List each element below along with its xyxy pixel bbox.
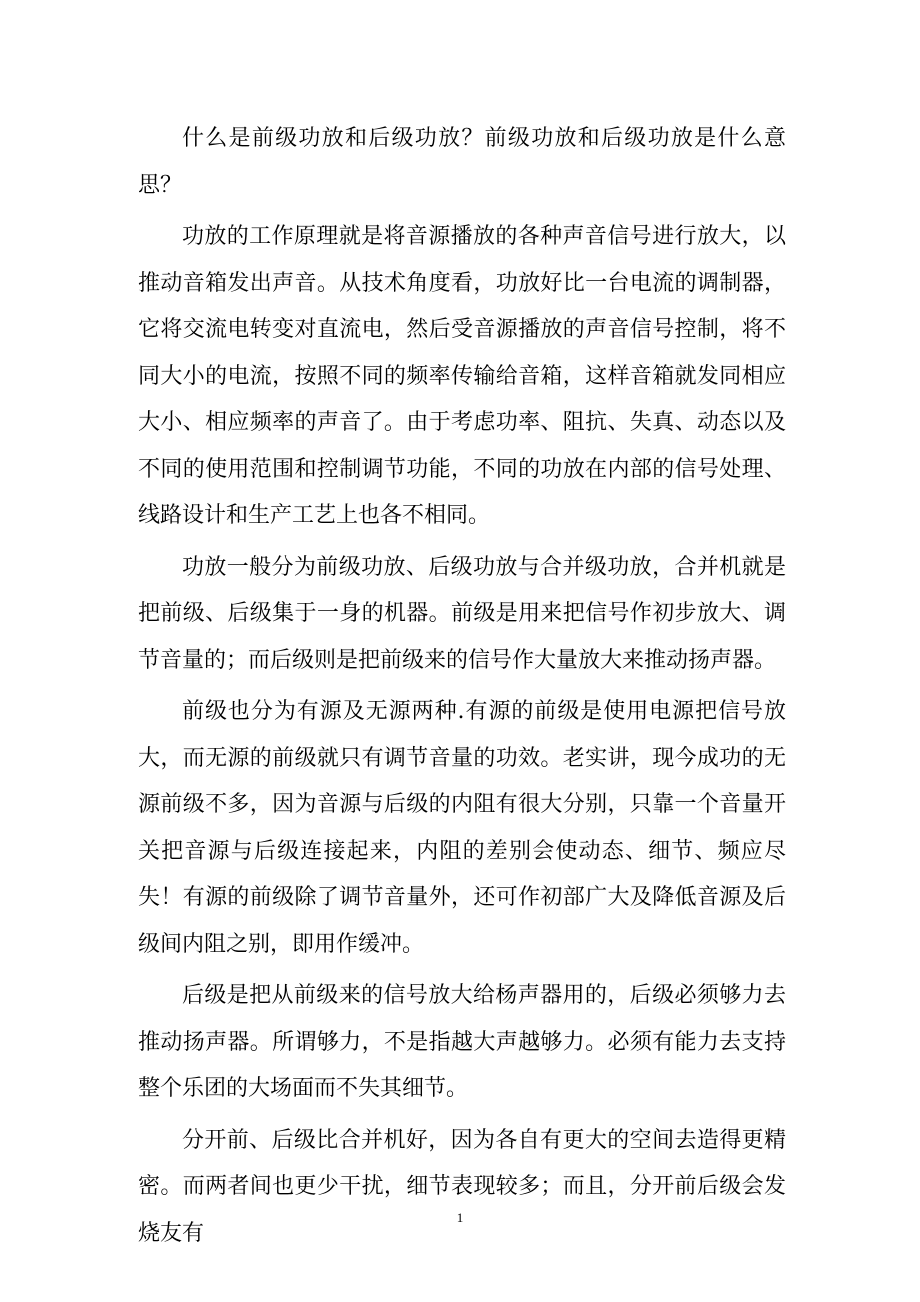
paragraph-4: 后级是把从前级来的信号放大给杨声器用的，后级必须够力去推动扬声器。所谓够力，不是指越大声越够力。必须有能力去支持整个乐团的大场面而不失其细节。 — [138, 983, 786, 1101]
document-title: 什么是前级功放和后级功放？前级功放和后级功放是什么意思？ — [138, 126, 786, 198]
paragraph-3: 前级也分为有源及无源两种.有源的前级是使用电源把信号放大，而无源的前级就只有调节音量的功效。老实讲，现今成功的无源前级不多，因为音源与后级的内阻有很大分别，只靠一个音量开关把音源与后级连接起来，内阻的差别会使动态、细节、频应尽失！有源的前级除了调节音量外，还可作初部广大及降低音源及后级间内阻之别，即用作缓冲。 — [138, 699, 786, 957]
paragraph-1: 功放的工作原理就是将音源播放的各种声音信号进行放大，以推动音箱发出声音。从技术角度看，功放好比一台电流的调制器，它将交流电转变对直流电，然后受音源播放的声音信号控制，将不同大小的电流，按照不同的频率传输给音箱，这样音箱就发同相应大小、相应频率的声音了。由于考虑功率、阻抗、失真、动态以及不同的使用范围和控制调节功能，不同的功放在内部的信号处理、线路设计和生产工艺上也各不相同。 — [138, 224, 786, 528]
paragraph-2: 功放一般分为前级功放、后级功放与合并级功放，合并机就是把前级、后级集于一身的机器。前级是用来把信号作初步放大、调节音量的；而后级则是把前级来的信号作大量放大来推动扬声器。 — [138, 554, 786, 673]
document-body — [138, 116, 786, 1262]
page-number: 1 — [456, 1210, 464, 1225]
paragraph-5: 分开前、后级比合并机好，因为各自有更大的空间去造得更精密。而两者间也更少干扰，细节表现较多；而且，分开前后级会发烧友有 — [138, 1127, 786, 1246]
